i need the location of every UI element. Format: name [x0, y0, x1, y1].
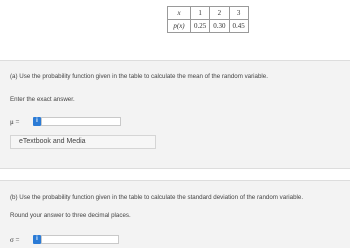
p-value-1: 0.25 — [191, 20, 210, 33]
etextbook-media-button[interactable]: eTextbook and Media — [10, 135, 156, 149]
part-b-instruction: Round your answer to three decimal places. — [10, 212, 131, 219]
part-b-question: (b) Use the probability function given in the table to calculate the standard deviation of the random variable. — [10, 194, 304, 201]
part-a-question: (a) Use the probability function given in the table to calculate the mean of the random variable. — [10, 73, 268, 80]
std-dev-label: σ = — [10, 236, 20, 244]
table-row-x — [168, 7, 249, 20]
x-header: x — [168, 7, 191, 20]
p-value-3: 0.45 — [229, 20, 248, 33]
std-dev-info-icon[interactable]: i — [33, 235, 41, 244]
x-value-3: 3 — [229, 7, 248, 20]
std-dev-input[interactable] — [41, 235, 119, 244]
p-value-2: 0.30 — [210, 20, 229, 33]
mean-input[interactable] — [41, 117, 121, 126]
p-header: p(x) — [168, 20, 191, 33]
mean-info-icon[interactable]: i — [33, 117, 41, 126]
x-value-1: 1 — [191, 7, 210, 20]
table-row-p — [168, 20, 249, 33]
mean-label: μ = — [10, 118, 20, 126]
x-value-2: 2 — [210, 7, 229, 20]
part-a-instruction: Enter the exact answer. — [10, 96, 75, 103]
probability-table — [167, 6, 249, 33]
